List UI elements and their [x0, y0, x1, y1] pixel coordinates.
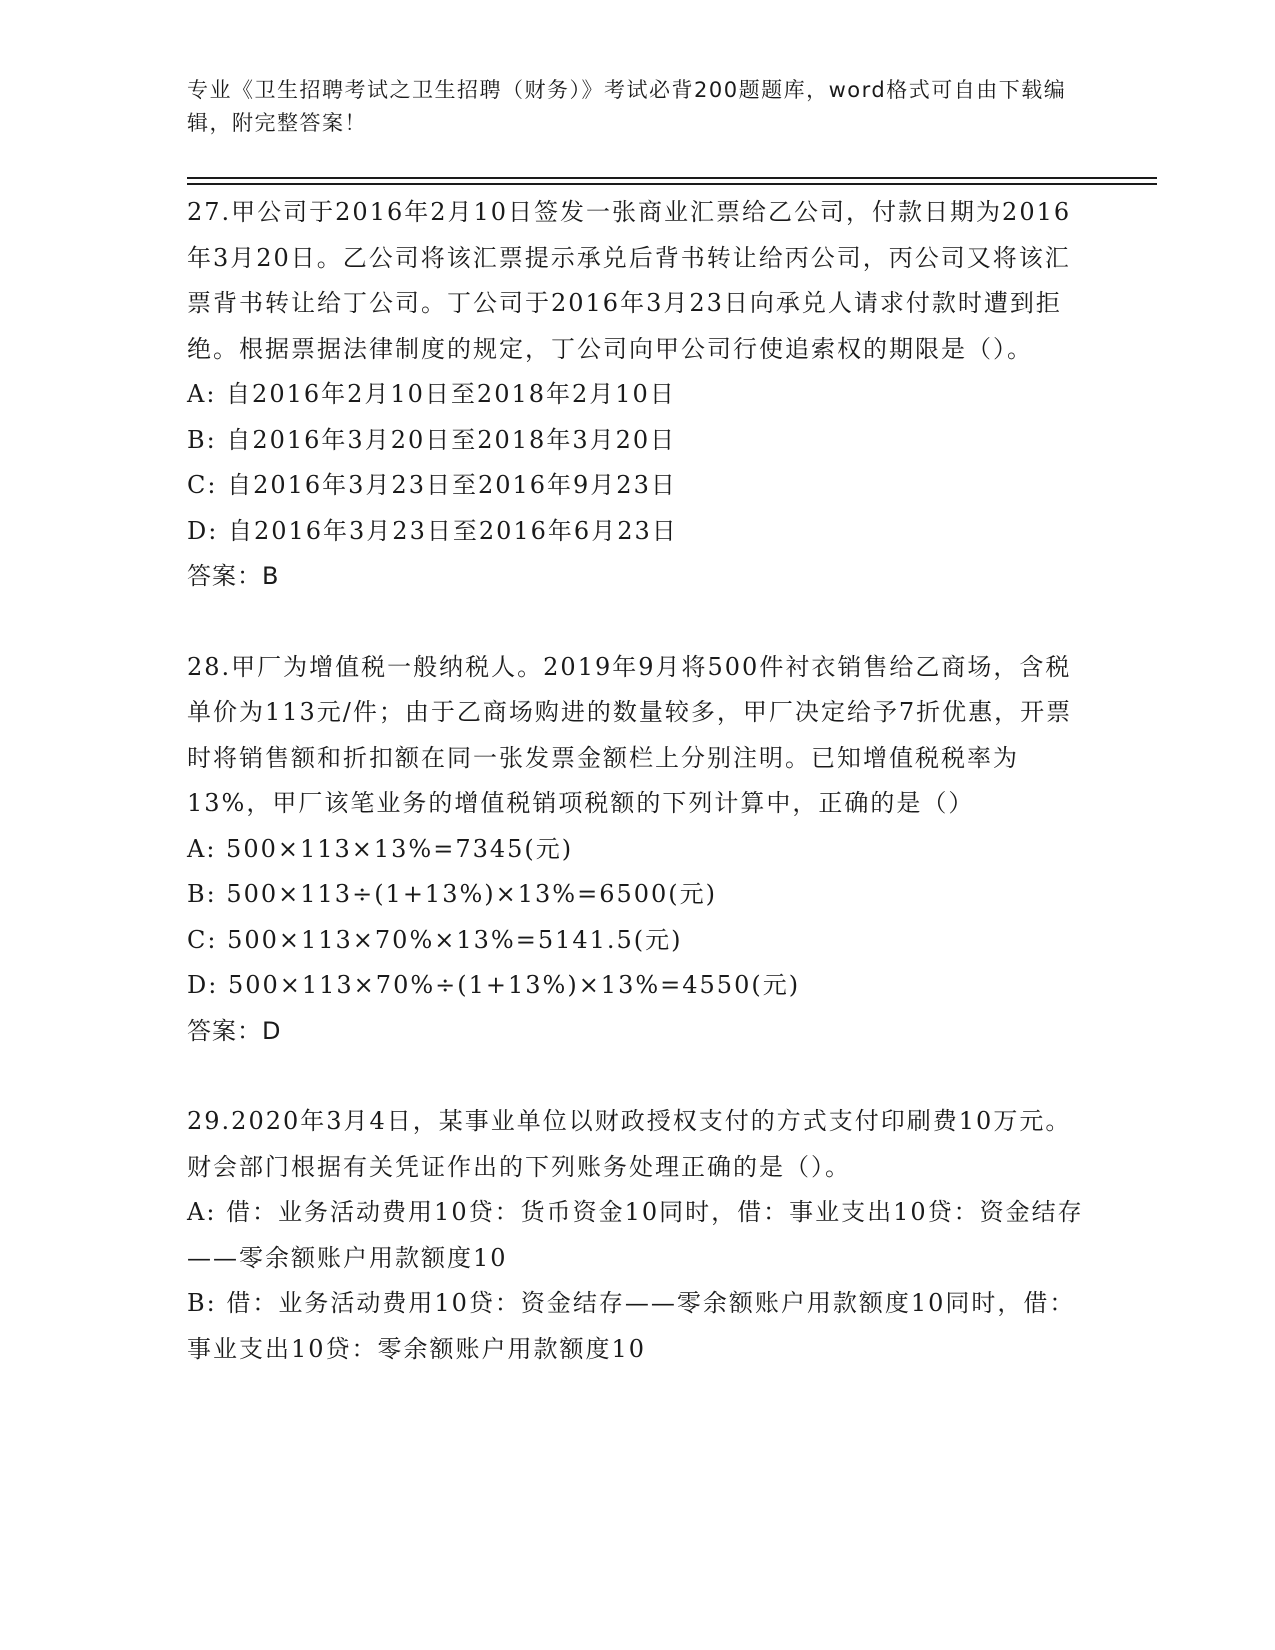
option-b: B: 借：业务活动费用10贷：资金结存——零余额账户用款额度10同时，借：事业支出10贷：零余额账户用款额度10: [187, 1289, 1076, 1363]
option-b: B: 500×113÷(1+13%)×13%=6500(元): [187, 880, 718, 908]
header-divider-top: [187, 177, 1157, 179]
document-header: [187, 74, 1067, 140]
question-28: [187, 645, 1087, 1055]
option-a: A: 500×113×13%=7345(元): [187, 834, 574, 863]
option-a: A: 自2016年2月10日至2018年2月10日: [187, 380, 676, 408]
option-a: A: 借：业务活动费用10贷：货币资金10同时，借：事业支出10贷：资金结存——零余额账户用款额度10: [187, 1198, 1084, 1272]
question-29: [187, 1099, 1087, 1372]
option-c: C: 自2016年3月23日至2016年9月23日: [187, 471, 677, 499]
option-b: B: 自2016年3月20日至2018年3月20日: [187, 425, 677, 454]
header-title: 专业《卫生招聘考试之卫生招聘（财务）》考试必背200题题库，word格式可自由下载编辑，附完整答案！: [187, 78, 1067, 135]
question-27: [187, 190, 1087, 600]
question-stem: 29.2020年3月4日，某事业单位以财政授权支付的方式支付印刷费10万元。财会部门根据有关凭证作出的下列账务处理正确的是（）。: [187, 1107, 1072, 1181]
header-divider-bottom: [187, 183, 1157, 185]
answer-text: 答案：D: [187, 1016, 282, 1045]
option-d: D: 自2016年3月23日至2016年6月23日: [187, 516, 678, 545]
question-spacer: [187, 600, 1087, 645]
question-list: [187, 190, 1087, 1372]
question-stem: 27.甲公司于2016年2月10日签发一张商业汇票给乙公司，付款日期为2016年3月20日。乙公司将该汇票提示承兑后背书转让给丙公司，丙公司又将该汇票背书转让给丁公司。丁公司于2016年3月23日向承兑人请求付款时遭到拒绝。根据票据法律制度的规定，丁公司向甲公司行使追索权的期限是（）。: [187, 198, 1072, 363]
answer-text: 答案：B: [187, 562, 280, 590]
question-spacer: [187, 1054, 1087, 1099]
question-stem: 28.甲厂为增值税一般纳税人。2019年9月将500件衬衣销售给乙商场，含税单价为113元/件；由于乙商场购进的数量较多，甲厂决定给予7折优惠，开票时将销售额和折扣额在同一张发票金额栏上分别注明。已知增值税税率为13%，甲厂该笔业务的增值税销项税额的下列计算中，正确的是（）: [187, 652, 1073, 817]
option-d: D: 500×113×70%÷(1+13%)×13%=4550(元): [187, 971, 801, 999]
option-c: C: 500×113×70%×13%=5141.5(元): [187, 925, 683, 954]
